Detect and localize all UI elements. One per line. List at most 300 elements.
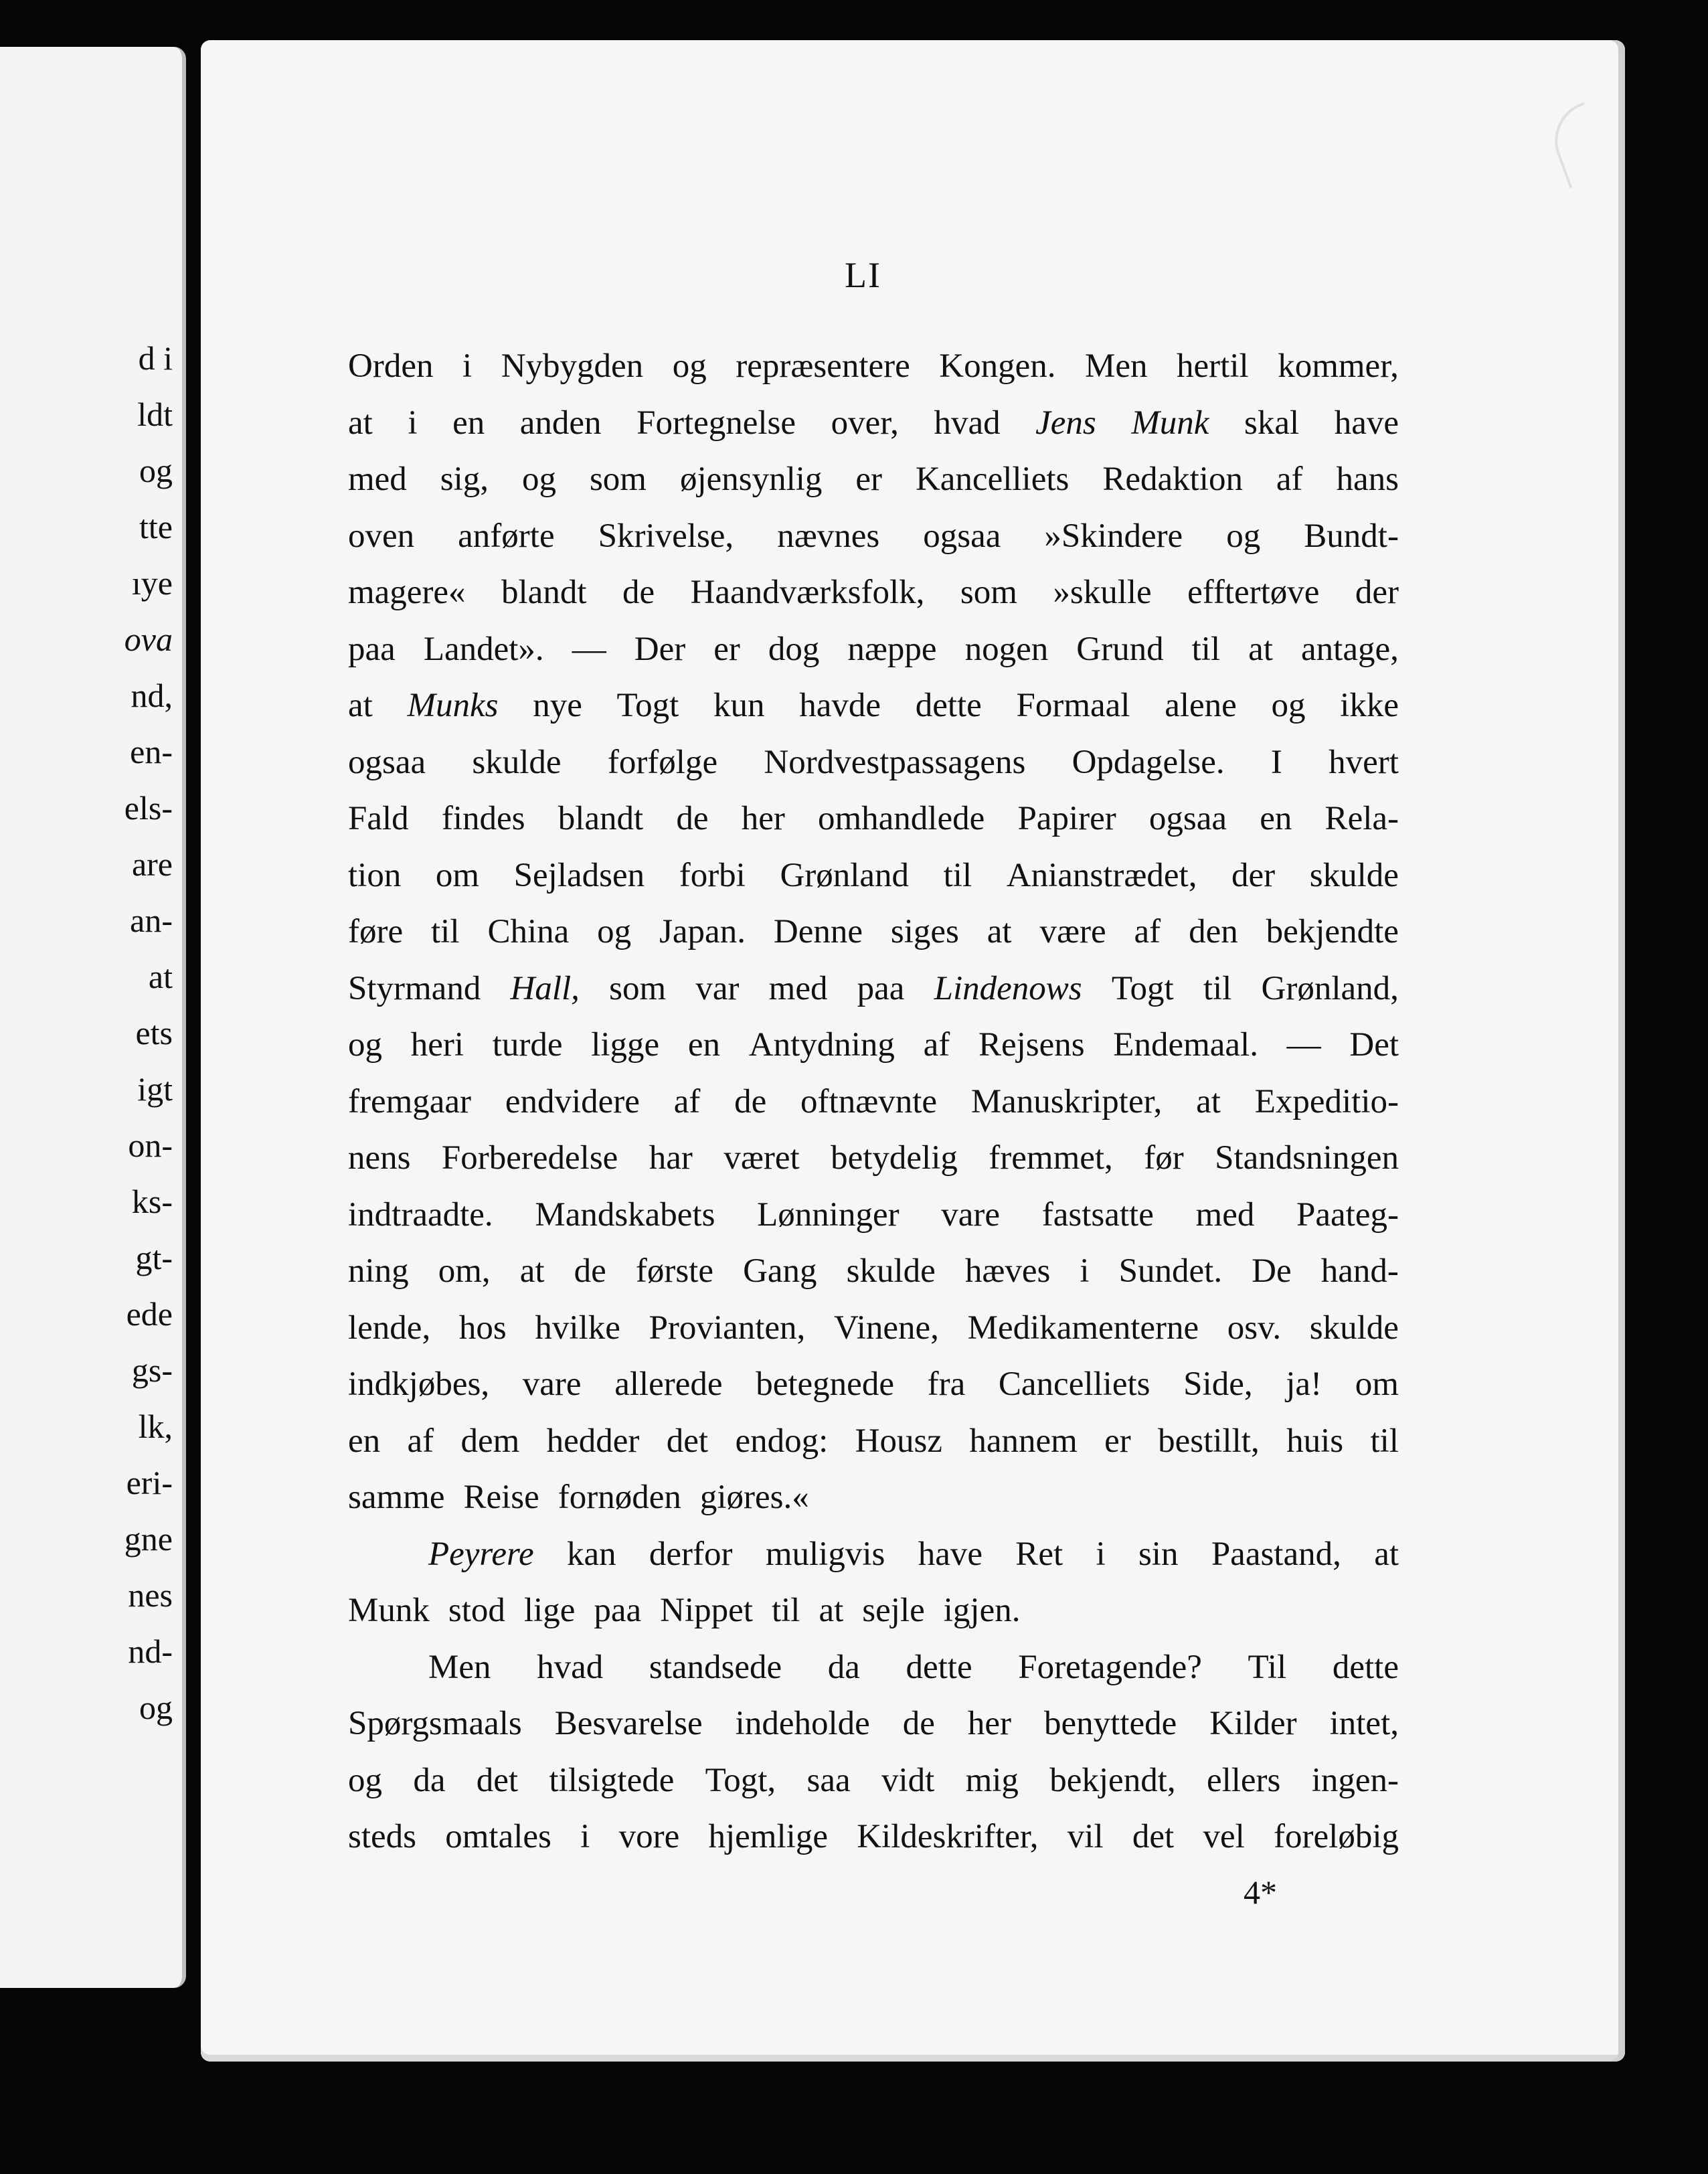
word: der — [1355, 574, 1399, 611]
left-page-fragment: an- — [130, 902, 173, 939]
word: at — [1248, 630, 1273, 668]
left-page-fragment: are — [131, 845, 173, 883]
word: Antydning — [748, 1026, 895, 1064]
word: turde — [492, 1026, 563, 1064]
word: osv. — [1227, 1309, 1282, 1347]
word: dette — [1332, 1648, 1399, 1686]
word: dette — [915, 687, 982, 724]
word: ikke — [1340, 687, 1399, 724]
word: føre — [348, 913, 404, 950]
word: den — [1189, 913, 1238, 950]
word: dette — [906, 1648, 972, 1686]
word: de — [622, 574, 655, 611]
left-page-edge — [0, 47, 186, 1988]
word: Expeditio- — [1254, 1082, 1399, 1120]
text-line — [348, 395, 1399, 452]
word: ogsaa — [348, 743, 426, 781]
word: hæves — [964, 1252, 1051, 1290]
left-page-fragment: nes — [128, 1576, 173, 1614]
word: paa — [348, 630, 396, 668]
word: vare — [941, 1195, 1001, 1234]
word: Munks — [407, 687, 499, 724]
word: i — [1096, 1535, 1106, 1573]
word: første — [635, 1252, 713, 1290]
word: muligvis — [765, 1535, 885, 1573]
word: betydelig — [831, 1139, 958, 1177]
word: bekjendt, — [1049, 1761, 1176, 1799]
word: hvad — [934, 404, 1001, 442]
word: Lindenows — [934, 969, 1082, 1007]
word: huis — [1286, 1422, 1344, 1460]
word: omtales — [445, 1818, 551, 1855]
text-line — [348, 621, 1399, 678]
word: med — [768, 969, 828, 1007]
word: paa — [857, 969, 905, 1007]
word: det — [1132, 1818, 1175, 1855]
text-line — [348, 451, 1399, 508]
word: Peyrere — [428, 1535, 534, 1573]
text-line — [348, 508, 1399, 565]
word: er — [855, 461, 883, 498]
word: hans — [1336, 461, 1399, 498]
word: hannem — [969, 1422, 1078, 1460]
word: med — [1195, 1195, 1255, 1234]
word: Togt, — [705, 1761, 776, 1799]
word: magere« — [348, 574, 466, 611]
word: Anianstrædet, — [1006, 856, 1197, 894]
left-page-fragment: gs- — [131, 1351, 173, 1389]
word: Forberedelse — [441, 1139, 618, 1177]
word: og — [522, 461, 556, 498]
left-page-fragment: ldt — [137, 396, 173, 433]
word: og — [597, 913, 632, 950]
word: igjen. — [943, 1592, 1021, 1629]
text-line — [348, 790, 1399, 847]
word: — — [572, 630, 606, 668]
text-line — [348, 1582, 1399, 1639]
text-line — [348, 1526, 1399, 1583]
word: de — [676, 800, 709, 837]
text-line — [348, 1356, 1399, 1413]
word: Rejsens — [978, 1026, 1085, 1064]
word: oven — [348, 517, 415, 555]
word: Grund — [1076, 630, 1164, 668]
word: hedder — [546, 1422, 640, 1460]
word: Men — [428, 1648, 491, 1686]
word: vil — [1067, 1818, 1104, 1855]
word: fornøden — [558, 1479, 681, 1516]
word: fra — [927, 1365, 966, 1403]
text-line — [348, 1752, 1399, 1809]
word: hvilke — [535, 1309, 620, 1347]
word: vore — [618, 1818, 680, 1855]
word: Nordvestpassagens — [764, 743, 1026, 781]
word: Papirer — [1017, 800, 1116, 837]
word: efftertøve — [1187, 574, 1320, 611]
text-line — [348, 960, 1399, 1017]
word: Manuskripter, — [970, 1082, 1163, 1120]
word: anden — [519, 404, 602, 442]
word: Munk — [348, 1592, 430, 1629]
word: er — [713, 630, 740, 668]
word: blandt — [501, 574, 587, 611]
word: repræsentere — [736, 347, 910, 385]
word: i — [1080, 1252, 1090, 1290]
word: mig — [965, 1761, 1019, 1799]
word: da — [827, 1648, 860, 1686]
word: hertil — [1177, 347, 1249, 385]
word: og — [1226, 517, 1261, 555]
left-page-fragment: eri- — [126, 1464, 173, 1501]
left-page-fragment: nd- — [128, 1633, 173, 1670]
word: her — [967, 1705, 1012, 1742]
word: siges — [890, 913, 959, 950]
text-line — [348, 1300, 1399, 1357]
word: var — [695, 969, 740, 1007]
left-page-fragment: ıye — [131, 564, 173, 602]
left-page-fragment: ova — [124, 620, 173, 658]
word: omhandlede — [818, 800, 985, 837]
word: hvad — [537, 1648, 604, 1686]
text-line — [348, 1187, 1399, 1244]
word: findes — [441, 800, 525, 837]
word: at — [348, 687, 373, 724]
word: allerede — [614, 1365, 723, 1403]
word: i — [408, 404, 418, 442]
word: Der — [634, 630, 686, 668]
word: at — [1196, 1082, 1221, 1120]
word: Paateg- — [1296, 1195, 1399, 1234]
word: skulde — [1309, 856, 1399, 894]
word: Fortegnelse — [636, 404, 796, 442]
left-page-fragment: gt- — [135, 1239, 173, 1276]
word: I — [1270, 743, 1282, 781]
word: skulde — [472, 743, 562, 781]
word: af — [673, 1082, 701, 1120]
left-page-fragment: els- — [124, 789, 173, 827]
word: det — [666, 1422, 709, 1460]
word: kan — [566, 1535, 616, 1573]
word: til — [943, 856, 972, 894]
text-line — [348, 904, 1399, 960]
word: Paastand, — [1211, 1535, 1341, 1573]
word: steds — [348, 1818, 416, 1855]
word: Ret — [1015, 1535, 1063, 1573]
word: sig, — [440, 461, 489, 498]
word: dem — [460, 1422, 520, 1460]
word: foreløbig — [1274, 1818, 1399, 1855]
left-page-fragment: og — [139, 452, 173, 489]
word: Nippet — [660, 1592, 753, 1629]
word: en — [687, 1026, 721, 1064]
word: dog — [768, 630, 820, 668]
text-line — [348, 1243, 1399, 1300]
word: oftnævnte — [800, 1082, 938, 1120]
word: Housz — [855, 1422, 942, 1460]
word: »Skindere — [1044, 517, 1183, 555]
word: ogsaa — [1148, 800, 1227, 837]
text-line — [348, 1017, 1399, 1074]
word: kun — [713, 687, 765, 724]
word: paa — [594, 1592, 642, 1629]
page-curl — [1543, 102, 1610, 188]
text-line — [348, 1469, 1399, 1526]
word: til — [431, 913, 460, 950]
word: til — [1370, 1422, 1399, 1460]
word: Side, — [1183, 1365, 1253, 1403]
word: nogen — [964, 630, 1049, 668]
word: have — [1334, 404, 1399, 442]
word: Skrivelse, — [598, 517, 734, 555]
word: af — [407, 1422, 434, 1460]
word: Denne — [773, 913, 863, 950]
word: derfor — [649, 1535, 733, 1573]
word: Nybygden — [501, 347, 644, 385]
word: de — [734, 1082, 767, 1120]
word: Besvarelse — [554, 1705, 703, 1742]
word: nye — [533, 687, 582, 724]
page-number: LI — [845, 255, 881, 295]
word: Endemaal. — [1113, 1026, 1258, 1064]
word: her — [741, 800, 785, 837]
word: heri — [410, 1026, 464, 1064]
text-line — [348, 1695, 1399, 1752]
word: Grønland, — [1261, 969, 1399, 1007]
word: standsede — [649, 1648, 782, 1686]
word: Japan. — [659, 913, 746, 950]
word: vare — [522, 1365, 582, 1403]
word: at — [519, 1252, 545, 1290]
word: blandt — [558, 800, 644, 837]
word: Mandskabets — [535, 1195, 715, 1234]
word: Kildeskrifter, — [857, 1818, 1039, 1855]
word: at — [1374, 1535, 1399, 1573]
word: China — [487, 913, 570, 950]
word: »skulle — [1053, 574, 1152, 611]
word: giøres.« — [699, 1479, 809, 1516]
word: endvidere — [505, 1082, 640, 1120]
word: til — [771, 1592, 800, 1629]
left-page-fragment: ede — [126, 1295, 173, 1333]
word: Grønland — [780, 856, 910, 894]
word: Det — [1349, 1026, 1399, 1064]
word: forbi — [679, 856, 746, 894]
word: Redaktion — [1102, 461, 1243, 498]
word: lige — [523, 1592, 576, 1629]
word: ning — [348, 1252, 409, 1290]
text-line — [348, 338, 1399, 395]
word: Spørgsmaals — [348, 1705, 522, 1742]
word: som — [609, 969, 667, 1007]
word: om, — [438, 1252, 491, 1290]
word: Provianten, — [649, 1309, 806, 1347]
word: Rela- — [1325, 800, 1399, 837]
word: Reise — [463, 1479, 539, 1516]
word: om — [1355, 1365, 1399, 1403]
word: til — [1191, 630, 1221, 668]
word: saa — [806, 1761, 851, 1799]
word: Styrmand — [348, 969, 481, 1007]
word: Foretagende? — [1018, 1648, 1202, 1686]
left-page-fragment: igt — [137, 1070, 173, 1108]
word: skulde — [1309, 1309, 1399, 1347]
word: vidt — [881, 1761, 935, 1799]
word: Til — [1248, 1648, 1287, 1686]
word: ligge — [591, 1026, 660, 1064]
word: af — [923, 1026, 950, 1064]
word: næppe — [847, 630, 937, 668]
signature-mark: 4* — [1244, 1873, 1277, 1911]
word: tilsigtede — [549, 1761, 675, 1799]
word: — — [1286, 1026, 1321, 1064]
word: bestillt, — [1158, 1422, 1260, 1460]
word: hvert — [1329, 743, 1399, 781]
text-line — [348, 1639, 1399, 1696]
word: Orden — [348, 347, 434, 385]
word: Medikamenterne — [967, 1309, 1199, 1347]
word: Kilder — [1209, 1705, 1297, 1742]
word: før — [1144, 1139, 1184, 1177]
word: kommer, — [1278, 347, 1399, 385]
word: hjemlige — [708, 1818, 828, 1855]
text-line — [348, 847, 1399, 904]
word: øjensynlig — [679, 461, 823, 498]
word: tion — [348, 856, 402, 894]
word: de — [902, 1705, 935, 1742]
text-line — [348, 1074, 1399, 1131]
word: skulde — [846, 1252, 936, 1290]
word: at — [819, 1592, 844, 1629]
word: Lønninger — [757, 1195, 900, 1234]
word: hos — [458, 1309, 507, 1347]
word: sejle — [862, 1592, 925, 1629]
left-page-fragment: nd, — [131, 677, 173, 714]
word: nens — [348, 1139, 411, 1177]
text-line — [348, 734, 1399, 791]
word: intet, — [1329, 1705, 1399, 1742]
text-line — [348, 677, 1399, 734]
word: da — [413, 1761, 446, 1799]
word: fremgaar — [348, 1082, 472, 1120]
word: antage, — [1301, 630, 1399, 668]
left-page-fragment: ks- — [131, 1183, 173, 1220]
word: og — [348, 1761, 382, 1799]
word: hand- — [1320, 1252, 1399, 1290]
word: endog: — [735, 1422, 829, 1460]
word: Sejladsen — [513, 856, 645, 894]
word: bekjendte — [1266, 913, 1399, 950]
word: Formaal — [1016, 687, 1130, 724]
word: de — [574, 1252, 606, 1290]
word: Sundet. — [1118, 1252, 1223, 1290]
word: Opdagelse. — [1072, 743, 1225, 781]
word: samme — [348, 1479, 445, 1516]
word: Fald — [348, 800, 409, 837]
word: ja! — [1286, 1365, 1322, 1403]
word: er — [1104, 1422, 1131, 1460]
word: til — [1203, 969, 1232, 1007]
word: fremmet, — [989, 1139, 1113, 1177]
word: Vinene, — [833, 1309, 939, 1347]
word: anførte — [458, 517, 555, 555]
word: Togt — [616, 687, 679, 724]
word: Cancelliets — [998, 1365, 1150, 1403]
word: en — [348, 1422, 381, 1460]
word: Kancelliets — [915, 461, 1070, 498]
word: betegnede — [756, 1365, 894, 1403]
word: ellers — [1206, 1761, 1281, 1799]
word: stod — [448, 1592, 505, 1629]
word: skal — [1244, 404, 1300, 442]
word: og — [672, 347, 707, 385]
word: Munk — [1131, 404, 1209, 442]
word: indkjøbes, — [348, 1365, 490, 1403]
word: lende, — [348, 1309, 431, 1347]
word: det — [476, 1761, 519, 1799]
word: forfølge — [607, 743, 718, 781]
word: at — [348, 404, 373, 442]
word: af — [1134, 913, 1161, 950]
text-line — [348, 1809, 1399, 1865]
word: Jens — [1035, 404, 1096, 442]
body-text — [348, 338, 1399, 1865]
word: have — [918, 1535, 983, 1573]
word: en — [1260, 800, 1292, 837]
word: Hall, — [510, 969, 580, 1007]
word: som — [960, 574, 1017, 611]
left-page-fragment: en- — [130, 733, 173, 770]
word: været — [723, 1139, 800, 1177]
left-page-fragment: at — [148, 958, 173, 995]
word: Standsningen — [1215, 1139, 1399, 1177]
word: af — [1276, 461, 1303, 498]
left-page-fragment: d i — [138, 339, 173, 377]
word: og — [348, 1026, 382, 1064]
left-page-fragment: tte — [139, 508, 173, 546]
text-line — [348, 1413, 1399, 1470]
word: alene — [1165, 687, 1237, 724]
word: en — [452, 404, 485, 442]
word: med — [348, 461, 407, 498]
word: være — [1039, 913, 1106, 950]
word: Haandværksfolk, — [690, 574, 925, 611]
word: i — [580, 1818, 590, 1855]
word: De — [1252, 1252, 1292, 1290]
word: fastsatte — [1041, 1195, 1154, 1234]
word: indeholde — [735, 1705, 870, 1742]
word: Kongen. — [939, 347, 1056, 385]
word: indtraadte. — [348, 1195, 493, 1234]
word: der — [1231, 856, 1276, 894]
left-page-fragment: gne — [124, 1520, 173, 1558]
word: nævnes — [777, 517, 880, 555]
word: sin — [1138, 1535, 1179, 1573]
word: i — [462, 347, 473, 385]
left-page-fragment: ets — [135, 1014, 173, 1052]
word: Landet». — [423, 630, 544, 668]
word: Bundt- — [1304, 517, 1399, 555]
left-page-fragment: on- — [128, 1126, 173, 1164]
word: har — [649, 1139, 693, 1177]
word: at — [987, 913, 1012, 950]
word: ogsaa — [923, 517, 1001, 555]
word: om — [435, 856, 480, 894]
word: Men — [1085, 347, 1148, 385]
word: Togt — [1111, 969, 1174, 1007]
word: vel — [1203, 1818, 1245, 1855]
left-page-fragment: lk, — [138, 1408, 173, 1445]
left-page-fragment: og — [139, 1689, 173, 1726]
